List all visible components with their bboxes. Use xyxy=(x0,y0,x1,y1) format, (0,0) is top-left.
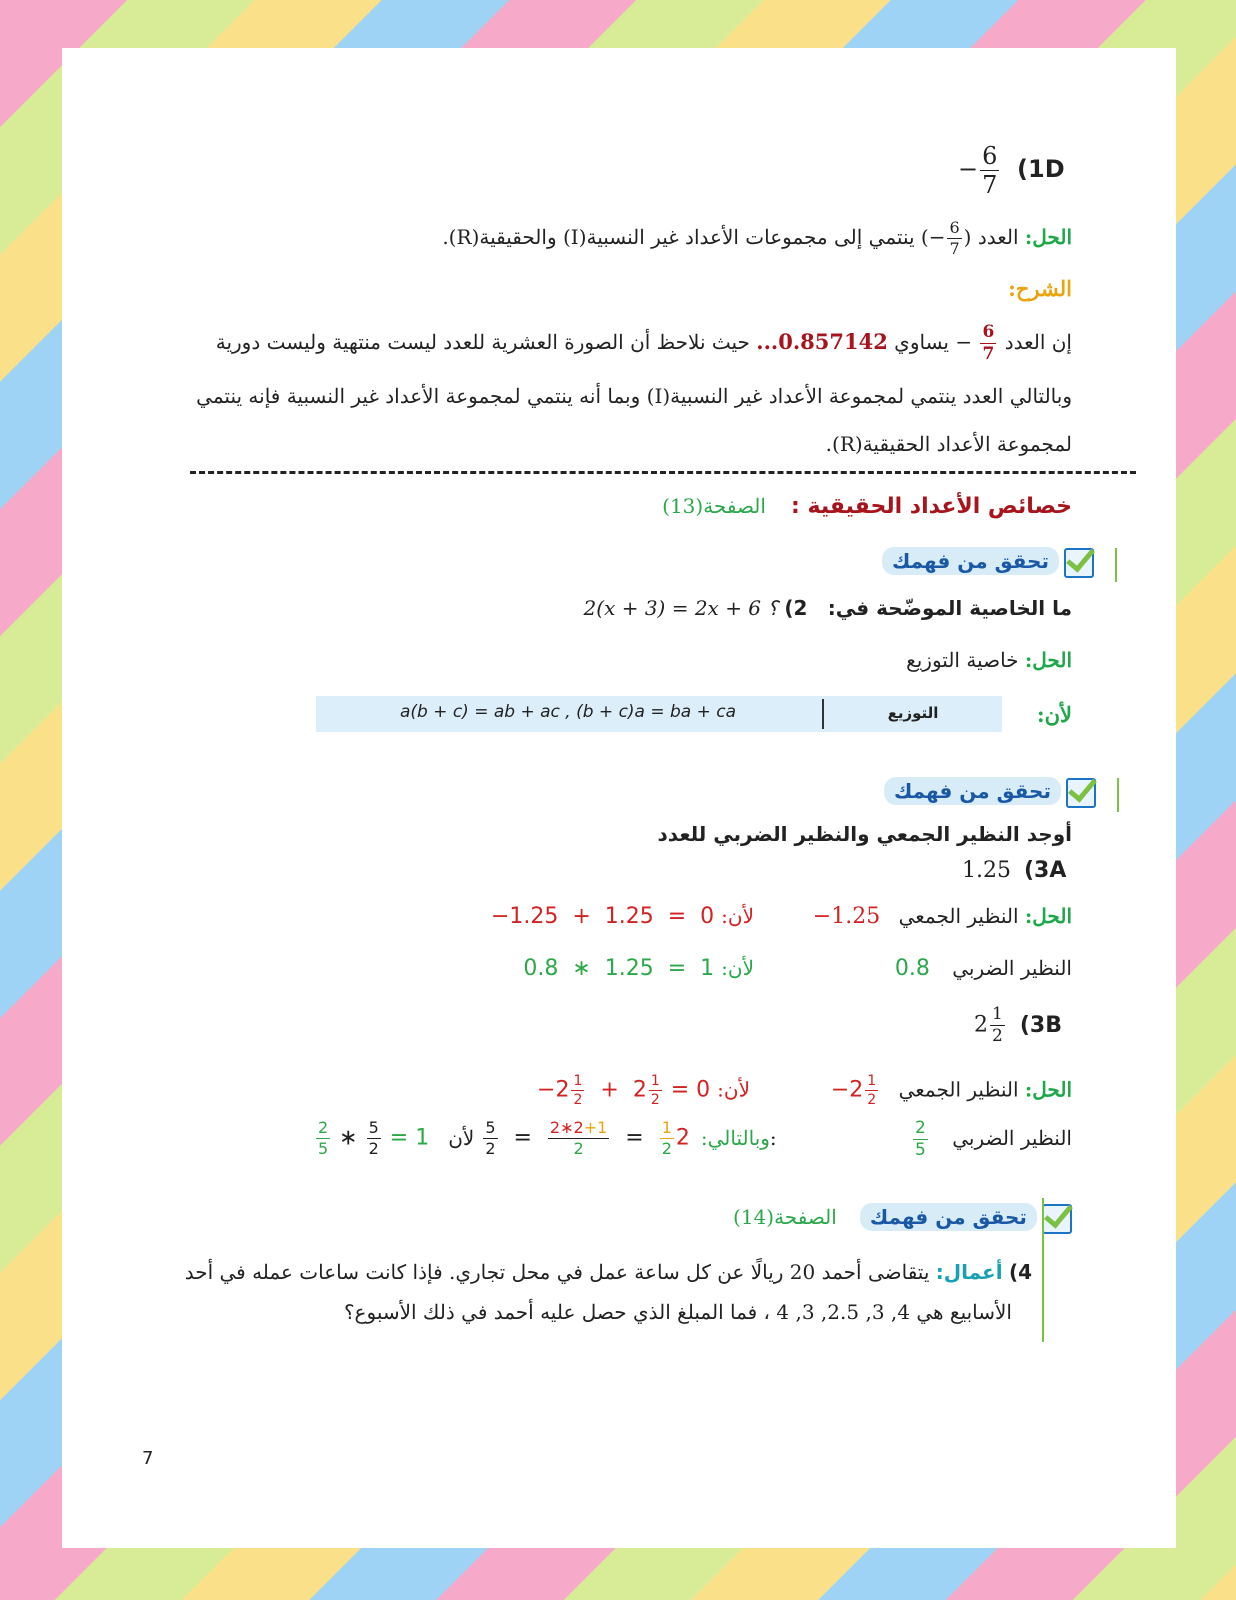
solution-label: الحل: xyxy=(1024,1077,1072,1102)
fraction-denominator: 2 xyxy=(573,1139,584,1158)
check-bar xyxy=(1115,548,1117,582)
question-text: ما الخاصية الموضّحة في: xyxy=(827,596,1072,620)
fraction-numerator: 1 xyxy=(867,1073,877,1089)
fraction-numerator: 5 xyxy=(368,1118,379,1137)
problem-number-value: 1.25 xyxy=(962,858,1011,883)
additive-reason-equation: −2 $\frac{1}{2}$ + 2 $\frac{1}{2}$ = 0 xyxy=(537,1073,711,1108)
fraction-numerator: 5 xyxy=(485,1118,496,1137)
additive-inverse-value: −1.25 xyxy=(812,904,881,929)
fraction-denominator: 2 xyxy=(867,1092,877,1108)
solution-label: الحل: xyxy=(1024,904,1072,928)
3b-additive-reason xyxy=(537,1074,750,1107)
fraction-numerator: 6 xyxy=(949,218,960,237)
therefore-label: وبالتالي: xyxy=(700,1125,770,1150)
additive-inverse-label: النظير الجمعي xyxy=(898,1077,1019,1102)
3a-multiplicative-reason xyxy=(523,956,754,981)
term-whole: −2 xyxy=(537,1077,570,1103)
fraction-numerator: 6 xyxy=(982,322,995,342)
property-table xyxy=(316,696,1002,732)
dashed-divider xyxy=(190,471,1136,474)
question-text: يتقاضى أحمد 20 ريالًا عن كل ساعة عمل في محل تجاري. فإذا كانت ساعات عمله في أحد xyxy=(184,1260,930,1284)
solution-label: الحل: xyxy=(1024,648,1072,672)
banner-label: تحقق من فهمك xyxy=(860,1203,1037,1231)
explanation-text: يساوي xyxy=(894,330,949,354)
fraction-denominator: 7 xyxy=(982,171,998,199)
fraction-denominator: 2 xyxy=(992,1026,1003,1046)
question-2-solution xyxy=(906,648,1072,672)
problem-1d xyxy=(958,144,1065,197)
problem-3b xyxy=(974,1006,1062,1045)
solution-1d xyxy=(442,220,1072,257)
fraction-numerator: 1 xyxy=(650,1073,660,1089)
page-reference: الصفحة(14) xyxy=(733,1204,837,1229)
section-heading xyxy=(662,494,1072,519)
explanation-line-3: لمجموعة الأعداد الحقيقية(R). xyxy=(825,432,1072,456)
3b-multiplicative-row xyxy=(911,1120,1072,1159)
problem-label: (3A xyxy=(1023,858,1067,883)
fraction-denominator: 2 xyxy=(573,1092,583,1108)
question-4-line-2: الأسابيع هي 4, 3, 2.5, 3, 4 ، فما المبلغ الذي حصل عليه أحمد في ذلك الأسبوع؟ xyxy=(343,1300,1012,1324)
solution-text-b: ) ينتمي إلى مجموعات الأعداد غير النسبية(I) والحقيقية(R). xyxy=(442,225,929,249)
additive-reason-equation: −1.25 + 1.25 = 0 xyxy=(490,904,715,929)
minus-sign: − xyxy=(958,155,979,183)
check-icon xyxy=(1064,548,1094,578)
fraction-denominator: 5 xyxy=(915,1140,926,1160)
question-3-intro: أوجد النظير الجمعي والنظير الضربي للعدد xyxy=(657,822,1072,846)
3a-multiplicative-row xyxy=(895,956,1072,981)
3a-additive-reason xyxy=(491,904,754,929)
explanation-text: حيث نلاحظ أن الصورة العشرية للعدد ليست منتهية وليست دورية xyxy=(215,330,750,354)
question-4-line-1 xyxy=(185,1260,1032,1284)
problem-label: (1D xyxy=(1017,155,1065,183)
multiplicative-reason-equation: 0.8 ∗ 1.25 = 1 xyxy=(523,956,715,981)
explanation-line-2: وبالتالي العدد ينتمي لمجموعة الأعداد غير النسبية(I) وبما أنه ينتمي لمجموعة الأعداد غير النسبية فإنه ينتمي xyxy=(196,384,1072,408)
multiplicative-inverse-value: 0.8 xyxy=(894,956,930,981)
fraction-denominator: 2 xyxy=(650,1092,660,1108)
solution-answer: خاصية التوزيع xyxy=(906,648,1019,672)
equals-one: = 1 xyxy=(389,1125,430,1151)
section-title: خصائص الأعداد الحقيقية : xyxy=(791,494,1072,519)
3b-additive-row xyxy=(831,1074,1072,1107)
fraction-numerator: 2 xyxy=(915,1118,926,1138)
3b-multiplicative-reason: $\frac{2}{5}$ ∗ $\frac{5}{2}$ = 1 وبالتالي: 2 $\frac{1}{2}$ = $\frac{2∗2+1}{2}$ = $\frac{5}{2}$ لأن: xyxy=(318,1118,777,1158)
multiplicative-inverse-label: النظير الضربي xyxy=(952,956,1072,980)
page-reference: الصفحة(13) xyxy=(662,494,766,518)
multiplicative-inverse-label: النظير الضربي xyxy=(952,1126,1072,1150)
additive-inverse-label: النظير الجمعي xyxy=(898,904,1019,928)
fraction-denominator: 2 xyxy=(661,1139,672,1158)
property-formula: a(b + c) = ab + ac , (b + c)a = ba + ca xyxy=(399,702,737,722)
because-label: لأن: xyxy=(717,1077,750,1102)
question-label: أعمال: xyxy=(935,1260,1003,1284)
check-icon xyxy=(1066,778,1096,808)
solution-text-a: العدد ( xyxy=(963,225,1019,249)
fraction-denominator: 2 xyxy=(368,1139,379,1158)
explanation-line-1 xyxy=(216,324,1072,363)
because-label: لأن: xyxy=(721,956,754,980)
term-whole: 2 xyxy=(632,1077,647,1103)
explanation-text: إن العدد xyxy=(1004,330,1072,354)
fraction-numerator: 2 xyxy=(318,1118,329,1137)
decimal-value: ...0.857142 xyxy=(756,329,888,354)
fraction-numerator: 1 xyxy=(992,1004,1003,1024)
solution-label: الحل: xyxy=(1024,225,1072,249)
check-understanding-banner xyxy=(882,548,1094,578)
document-page xyxy=(62,48,1176,1548)
fraction-numerator: 1 xyxy=(573,1073,583,1089)
page-number: 7 xyxy=(142,1448,154,1469)
fraction-numerator: 6 xyxy=(982,142,998,170)
check-icon xyxy=(1042,1204,1072,1234)
property-name: التوزيع xyxy=(887,704,939,722)
mixed-whole: 2 xyxy=(675,1125,690,1151)
minus-sign: − xyxy=(955,330,973,354)
question-number: 2) xyxy=(784,596,808,620)
problem-label: (3B xyxy=(1019,1012,1062,1038)
question-expression: 2(x + 3) = 2x + 6 ؟ xyxy=(583,596,779,620)
minus-sign: − xyxy=(928,225,946,249)
because-label: لأن: xyxy=(448,1125,777,1150)
because-label: لأن: xyxy=(721,904,754,928)
check-bar xyxy=(1042,1198,1044,1342)
problem-3a xyxy=(962,858,1066,883)
fraction-numerator: 1 xyxy=(661,1118,672,1137)
question-number: 4) xyxy=(1008,1260,1032,1284)
check-bar xyxy=(1117,778,1119,812)
fraction-numerator: 2∗2+1 xyxy=(549,1118,608,1137)
fraction-denominator: 7 xyxy=(949,239,960,258)
additive-inverse-whole: −2 xyxy=(830,1077,864,1103)
fraction-denominator: 7 xyxy=(982,344,995,364)
banner-label: تحقق من فهمك xyxy=(884,777,1061,805)
because-label: لأن: xyxy=(1036,702,1072,727)
3a-additive-row xyxy=(813,904,1072,929)
banner-label: تحقق من فهمك xyxy=(882,547,1059,575)
mixed-whole: 2 xyxy=(974,1012,988,1038)
explanation-title: الشرح: xyxy=(1008,276,1072,301)
check-understanding-banner xyxy=(733,1204,1072,1234)
check-understanding-banner xyxy=(884,778,1096,808)
fraction-denominator: 5 xyxy=(318,1139,329,1158)
fraction-denominator: 2 xyxy=(485,1139,496,1158)
question-2 xyxy=(584,596,1072,620)
